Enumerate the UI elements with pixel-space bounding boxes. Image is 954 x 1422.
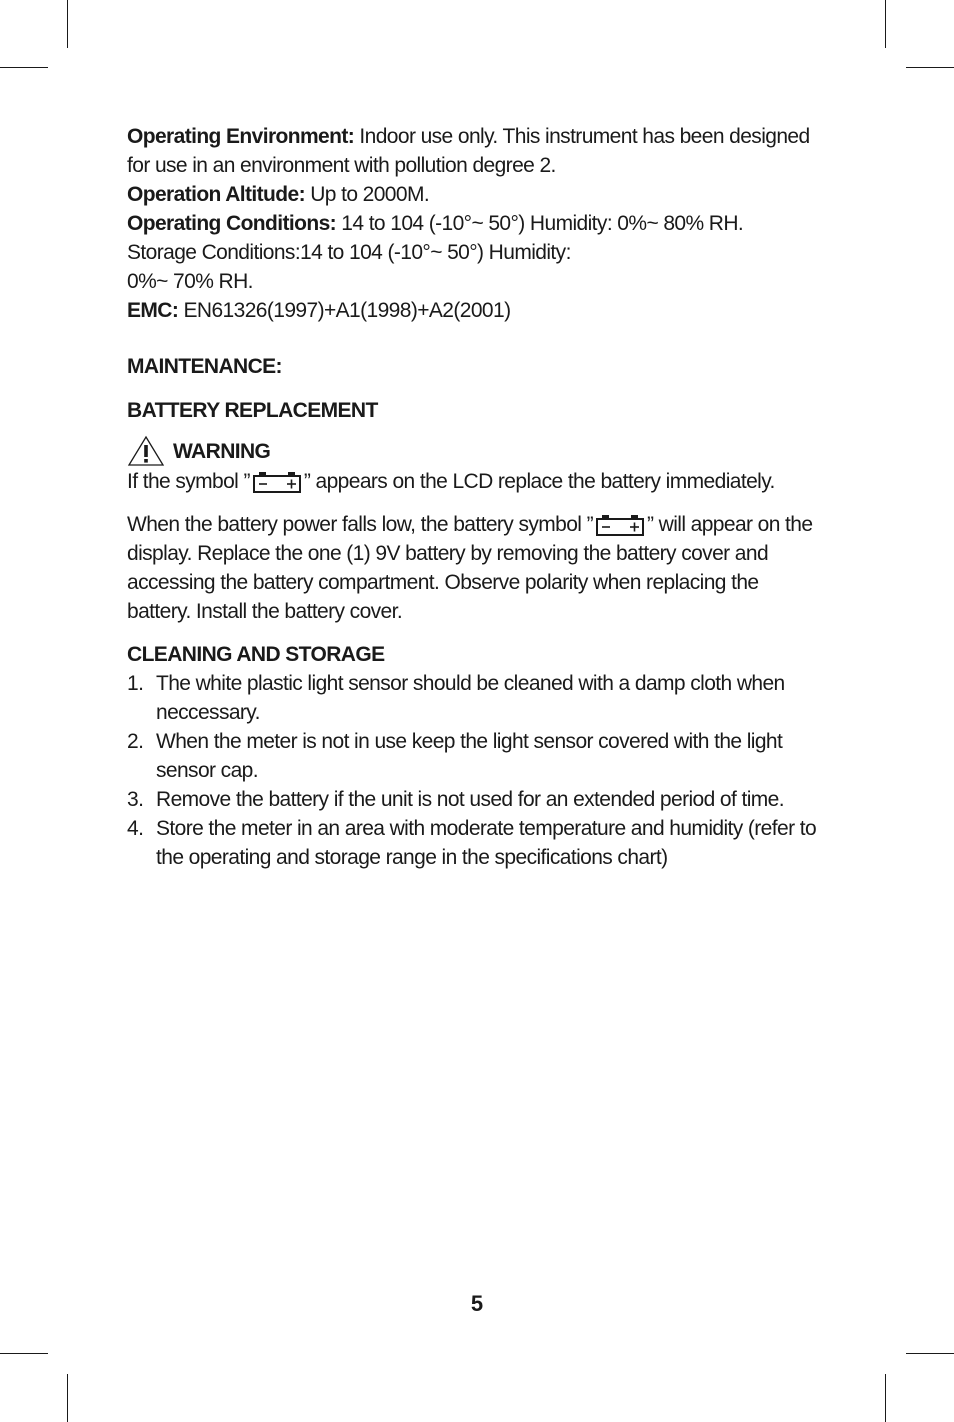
emc-label: EMC: (127, 299, 179, 322)
battery-replacement-heading: BATTERY REPLACEMENT (127, 399, 378, 422)
operating-conditions (127, 209, 827, 238)
crop-mark-top-right-horizontal (906, 67, 954, 68)
cleaning-storage-heading: CLEANING AND STORAGE (127, 643, 385, 666)
maintenance-heading: MAINTENANCE: (127, 355, 282, 378)
battery-icon (253, 471, 301, 493)
crop-mark-top-right-vertical (885, 0, 886, 48)
page-number: 5 (470, 1291, 484, 1316)
warning-triangle-icon (127, 435, 165, 467)
operation-altitude-text: Up to 2000M. (304, 183, 430, 206)
storage-conditions-line-1: Storage Conditions:14 to 104 (-10°~ 50°) Humidity: (127, 241, 571, 264)
battery-paragraph-after: ” will appear on the display. Replace the one (1) 9V battery by removing the battery cover and accessing the battery compartment. Observe polarity when replacing the battery. Install the battery cover. (127, 513, 813, 623)
operating-environment-text: Indoor use only. This instrument has been designed for use in an environment with pollution degree 2. (127, 125, 810, 177)
battery-paragraph-before: When the battery power falls low, the battery symbol ” (127, 513, 593, 536)
list-item-text: The white plastic light sensor should be cleaned with a damp cloth when neccessary. (156, 672, 785, 724)
battery-paragraph (127, 510, 827, 626)
battery-icon (596, 514, 644, 536)
list-item-text: Store the meter in an area with moderate temperature and humidity (refer to the operating and storage range in the specifications chart) (156, 817, 817, 869)
operating-environment-label: Operating Environment: (127, 125, 355, 148)
crop-mark-bottom-right-horizontal (906, 1353, 954, 1354)
cleaning-list (127, 669, 827, 872)
operating-conditions-text: 14 to 104 (-10°~ 50°) Humidity: 0%~ 80% RH. (336, 212, 744, 235)
warning-row (127, 435, 827, 467)
operating-conditions-label: Operating Conditions: (127, 212, 337, 235)
warning-label: WARNING (173, 439, 271, 463)
emc-text: EN61326(1997)+A1(1998)+A2(2001) (178, 299, 511, 322)
list-item (127, 814, 827, 872)
list-item (127, 727, 827, 785)
page-content (127, 122, 827, 872)
crop-mark-bottom-right-vertical (885, 1374, 886, 1422)
list-item-text: Remove the battery if the unit is not used for an extended period of time. (156, 788, 784, 811)
list-item-number: 4. (127, 817, 144, 840)
warning-text-after: ” appears on the LCD replace the battery immediately. (303, 470, 775, 493)
storage-conditions-line-2: 0%~ 70% RH. (127, 270, 253, 293)
list-item-text: When the meter is not in use keep the light sensor covered with the light sensor cap. (156, 730, 783, 782)
list-item-number: 3. (127, 788, 144, 811)
crop-mark-top-left-vertical (67, 0, 68, 48)
operating-environment (127, 122, 827, 180)
operation-altitude-label: Operation Altitude: (127, 183, 305, 206)
crop-mark-bottom-left-vertical (67, 1374, 68, 1422)
crop-mark-bottom-left-horizontal (0, 1353, 48, 1354)
list-item-number: 2. (127, 730, 144, 753)
warning-text-before: If the symbol ” (127, 470, 250, 493)
list-item (127, 669, 827, 727)
operation-altitude (127, 180, 827, 209)
emc (127, 296, 827, 325)
list-item (127, 785, 827, 814)
warning-text (127, 467, 827, 496)
list-item-number: 1. (127, 672, 144, 695)
crop-mark-top-left-horizontal (0, 67, 48, 68)
